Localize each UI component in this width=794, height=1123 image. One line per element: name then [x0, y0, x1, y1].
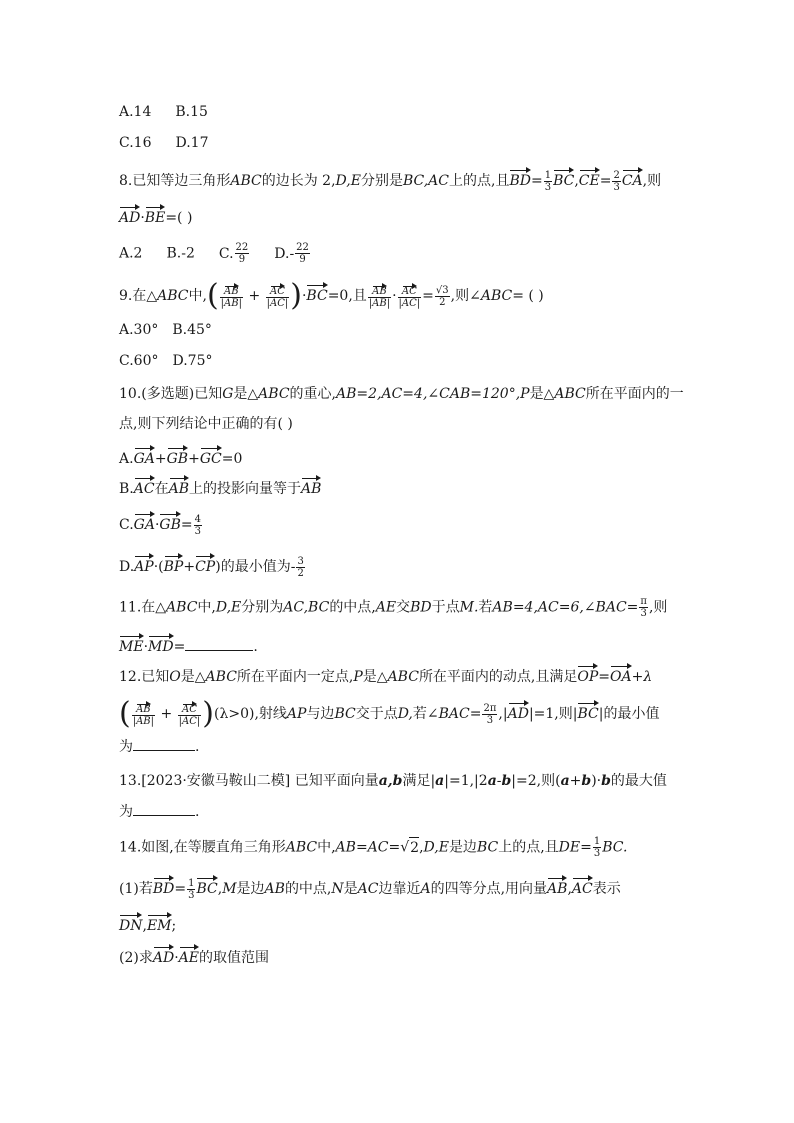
q12-ray-ap: AP	[286, 706, 307, 722]
q8-triangle: ABC	[230, 173, 262, 189]
vector-ad: AD	[119, 205, 140, 228]
q8-text: 的边长为 2,	[261, 173, 336, 189]
q8-option-d-label: D.-	[274, 245, 295, 262]
fraction	[295, 242, 310, 265]
vector-gb: GB	[159, 512, 180, 535]
q8-text: 8.已知等边三角形	[119, 173, 231, 189]
numerator: √3	[435, 284, 449, 296]
numerator: 1	[544, 169, 552, 181]
q12-text: |=1,则|	[528, 706, 578, 722]
q13-text: 的最大值	[610, 773, 667, 789]
q10-text: 所在平面内的一	[585, 386, 684, 402]
q12-stem-line3: 为 .	[119, 736, 199, 757]
q11-text: 于点	[431, 599, 460, 616]
q14-side-ab: AB	[264, 881, 285, 897]
q13-text: 为	[119, 804, 133, 820]
q8-options	[119, 242, 311, 265]
q7-options-row2	[119, 133, 208, 153]
numerator	[398, 284, 422, 298]
q13-text: 13.[2023·安徽马鞍山二模] 已知平面向量	[119, 773, 379, 789]
fraction	[612, 170, 620, 193]
vector-bc: BC	[306, 283, 327, 306]
q14-text: 是边	[448, 839, 477, 856]
q9-answer-bracket: = ( )	[512, 288, 544, 304]
q12-text: 所在平面内一定点,	[236, 669, 354, 685]
q11-segment-ae: AE	[375, 599, 397, 616]
vector-gc: GC	[200, 446, 222, 469]
vector-gb: GB	[167, 446, 188, 469]
fraction	[266, 284, 290, 309]
vector-dn: DN	[119, 913, 142, 936]
q14-text: 的四等分点,用向量	[430, 881, 548, 897]
fraction	[132, 702, 155, 727]
q7-option-d: D.17	[175, 135, 209, 151]
q12-text: 为	[119, 739, 133, 755]
numerator: 4	[194, 513, 202, 525]
vector-ga: GA	[134, 512, 155, 535]
q12-text: 12.已知	[119, 669, 170, 685]
fraction	[368, 284, 391, 309]
q8-text: ,则	[642, 173, 662, 189]
q14-text: 边靠近	[378, 881, 421, 897]
option-label: D.	[119, 559, 135, 575]
numerator: 1	[593, 836, 601, 847]
q14-text: 上的点,且	[498, 839, 559, 856]
vector-a: a	[487, 773, 497, 789]
vector-ac: AC	[401, 285, 417, 297]
numerator	[132, 702, 155, 716]
q8-option-b: B.-2	[166, 245, 195, 262]
vector-cp: CP	[195, 554, 215, 577]
q13-text: |=1,|2	[444, 773, 488, 789]
q9-angle: ABC	[480, 288, 513, 304]
q9-triangle: ABC	[157, 288, 189, 304]
q14-text: 中,	[317, 839, 336, 856]
q12-text: 若∠	[412, 706, 439, 722]
vector-b: b	[501, 773, 512, 789]
q10-triangle: ABC	[554, 386, 586, 402]
answer-blank[interactable]	[133, 736, 195, 751]
denominator: 2	[297, 567, 304, 579]
q11-conditions: AB=4,AC=6,∠BAC=	[492, 599, 639, 616]
q10-option-d: D.AP·(BP+CP)的最小值为- $\frac{3}{2}$	[119, 555, 304, 579]
q10-text: 的重心,	[289, 386, 336, 402]
vector-bd: BD	[509, 168, 531, 191]
vector-ae: AE	[179, 945, 199, 968]
q9-options-row1	[119, 320, 212, 340]
q10-triangle: ABC	[258, 386, 290, 402]
q14-side-bc: BC.	[602, 839, 628, 856]
option-label: A.	[119, 451, 134, 467]
q14-text: 是边	[236, 881, 265, 897]
q9-text: 9.在△	[119, 288, 158, 304]
q11-segment-bd: BD	[410, 599, 432, 616]
vector-md: MD	[148, 634, 174, 657]
fraction	[482, 703, 497, 726]
q7-option-a: A.14	[119, 104, 152, 120]
q8-answer-bracket: =( )	[165, 210, 193, 226]
q14-text: (1)若	[119, 881, 153, 897]
fraction	[220, 284, 243, 309]
vector-ab: AB	[136, 703, 151, 715]
q10-option-c: C.GA·GB= $\frac{4}{3}$	[119, 513, 202, 537]
numerator: 2	[613, 169, 620, 181]
q9-option-b: B.45°	[172, 322, 212, 338]
vector-ac: AC	[134, 476, 155, 499]
q9-option-a: A.30°	[119, 322, 159, 338]
q11-text: 若	[478, 599, 493, 616]
vector-ac: AC	[182, 703, 197, 715]
q13-text: )·	[591, 773, 602, 789]
denominator: |AB|	[368, 297, 391, 309]
q10-conditions: AB=2,AC=4,∠CAB=120°,P	[336, 386, 530, 402]
vector-ab: AB	[169, 476, 189, 499]
q12-text: |的最小值	[598, 706, 660, 722]
q12-text: ,|	[498, 706, 508, 722]
denominator: 3	[486, 714, 494, 726]
vector-ab: AB	[224, 285, 239, 297]
q14-text: 的中点,	[284, 881, 332, 897]
vector-be: BE	[145, 205, 166, 228]
q11-stem-line2: ME·MD= .	[119, 634, 258, 657]
fraction	[398, 284, 422, 309]
q12-angle: BAC	[438, 706, 470, 722]
q11-text: 交	[396, 599, 411, 616]
q10-point-g: G	[222, 386, 234, 402]
fraction	[593, 836, 601, 859]
q8-text: 分别是	[360, 173, 403, 189]
vector-bp: BP	[164, 554, 184, 577]
q14-text: 14.如图,在等腰直角三角形	[119, 839, 286, 856]
numerator	[266, 284, 290, 298]
denominator: 3	[194, 525, 202, 537]
q14-part2: (2)求AD·AE的取值范围	[119, 945, 269, 968]
left-paren: (	[119, 696, 131, 731]
q10-text: 的最小值为-	[220, 559, 296, 575]
q7-option-c: C.16	[119, 135, 152, 151]
vector-me: ME	[119, 634, 144, 657]
numerator	[220, 284, 243, 298]
plus-sign: +	[248, 288, 261, 304]
vector-bc: BC	[196, 876, 217, 899]
q9-stem: 9.在△ABC中,( $\frac{AB}{|AB|}$ + $\frac{AC}{|AC|}$ )·BC=0,且 $\frac{AB}{|AB|}$ · $\frac{AC}{|AC|}$ = $\frac{√3}{2}$ ,则∠ABC= ( )	[119, 278, 544, 313]
denominator: |AB|	[132, 715, 155, 727]
option-label: C.	[119, 517, 134, 533]
vector-em: EM	[147, 913, 172, 936]
q11-stem	[119, 596, 667, 619]
q10-stem	[119, 384, 684, 404]
fraction	[544, 170, 552, 193]
q13-stem-line2: 为 .	[119, 801, 199, 822]
vector-b: b	[581, 773, 592, 789]
answer-blank[interactable]	[133, 801, 195, 816]
q11-text: =	[173, 639, 186, 655]
q11-text: 中,	[197, 599, 216, 616]
q7-option-b: B.15	[175, 104, 208, 120]
q14-text: ,	[217, 881, 223, 897]
q12-text: 与边	[306, 706, 335, 722]
q10-text: 是△	[529, 386, 555, 402]
q10-option-b	[119, 476, 321, 499]
q14-part1: (1)若BD= $\frac{1}{3}$ BC,M是边AB的中点,N是AC边靠近A的四等分点,用向量AB,AC表示	[119, 877, 621, 901]
q12-lambda: λ	[643, 669, 653, 685]
q11-text: 的中点,	[329, 599, 376, 616]
q11-triangle: ABC	[166, 599, 198, 616]
q14-text: 是	[343, 881, 358, 897]
q14-text: 的取值范围	[198, 950, 269, 966]
vector-ga: GA	[134, 446, 155, 469]
q11-text: ,则	[648, 599, 668, 616]
q11-points: D,E	[215, 599, 242, 616]
q14-text: ,	[419, 839, 424, 856]
q10-text: 点,则下列结论中正确的有( )	[119, 416, 293, 432]
q12-text: 是△	[362, 669, 388, 685]
denominator: |AC|	[178, 715, 201, 727]
q14-side-bc: BC	[476, 839, 499, 856]
right-paren: )	[202, 696, 215, 731]
vector-bd: BD	[153, 876, 175, 899]
denominator: 3	[640, 608, 647, 619]
numerator	[178, 702, 202, 716]
numerator: π	[640, 596, 647, 607]
q10-stem-line2	[119, 414, 293, 434]
q12-text: 交于点	[355, 706, 398, 722]
q14-stem: 14.如图,在等腰直角三角形ABC中,AB=AC=√2,D,E是边BC上的点,且DE= $\frac{1}{3}$ BC.	[119, 836, 628, 859]
vector-ab: AB	[301, 476, 321, 499]
fraction	[435, 285, 450, 308]
q8-option-c	[218, 242, 250, 265]
q14-conditions: AB=AC=	[335, 839, 401, 856]
vector-ce: CE	[579, 168, 600, 191]
q12-text: 所在平面内的动点,且满足	[418, 669, 578, 685]
sqrt-value: 2	[409, 837, 419, 858]
vector-op: OP	[577, 664, 598, 687]
q14-text: ;	[171, 918, 177, 934]
denominator: 9	[299, 254, 306, 265]
q9-text: =0,且	[327, 288, 367, 304]
numerator	[368, 284, 391, 298]
q13-text: |=2,则(	[511, 773, 561, 789]
numerator: 2π	[483, 702, 497, 714]
q9-options-row2	[119, 351, 212, 371]
q8-segments: BC,AC	[402, 173, 449, 189]
q13-text: 满足|	[402, 773, 436, 789]
vector-bc: BC	[577, 701, 598, 724]
q8-stem-line2: AD·BE=( )	[119, 205, 192, 228]
q9-option-d: D.75°	[172, 353, 213, 369]
vector-b: b	[601, 773, 611, 789]
vector-ad: AD	[508, 701, 529, 724]
q9-text: ,则∠	[450, 288, 481, 304]
denominator: |AC|	[398, 297, 421, 309]
q12-side-bc: BC	[334, 706, 356, 722]
right-paren: )	[290, 278, 302, 313]
q8-option-d	[274, 242, 311, 265]
vector-a: a	[435, 773, 445, 789]
q12-triangle: ABC	[387, 669, 419, 685]
denominator: 3	[544, 181, 552, 193]
q12-stem-line2: ( $\frac{AB}{|AB|}$ + $\frac{AC}{|AC|}$ )(λ>0),射线AP与边BC交于点D,若∠BAC= $\frac{2\pi}{3}$ ,|AD|=1,则|BC|的最小值	[119, 696, 660, 731]
denominator: |AB|	[220, 297, 242, 309]
q14-side-ac: AC	[357, 881, 379, 897]
vector-ac: AC	[572, 876, 593, 899]
vector-bc: BC	[553, 168, 574, 191]
fraction	[194, 514, 202, 537]
q13-vectors: a,b	[378, 773, 403, 789]
q7-options-row1	[119, 102, 208, 122]
q12-point-p: P	[353, 669, 363, 685]
q13-stem	[119, 771, 667, 791]
fraction	[178, 702, 202, 727]
q14-part1-line2: DN,EM;	[119, 913, 176, 936]
q9-option-c: C.60°	[119, 353, 159, 369]
q14-text: (2)求	[119, 950, 153, 966]
denominator: 9	[238, 254, 246, 265]
q10-text: 上的投影向量等于	[188, 481, 301, 497]
q11-text: 分别为	[241, 599, 284, 616]
numerator: 22	[296, 242, 309, 253]
answer-blank[interactable]	[185, 636, 253, 651]
vector-oa: OA	[610, 664, 632, 687]
fraction	[187, 878, 195, 901]
vector-a: a	[560, 773, 570, 789]
q11-segments: AC,BC	[283, 599, 330, 616]
left-paren: (	[206, 278, 219, 313]
q12-stem: 12.已知O是△ABC所在平面内一定点,P是△ABC所在平面内的动点,且满足OP=OA+λ	[119, 664, 652, 687]
numerator: 1	[188, 877, 195, 889]
q8-stem: 8.已知等边三角形ABC的边长为 2,D,E分别是BC,AC上的点,且BD= $\frac{1}{3}$ BC,CE= $\frac{2}{3}$ CA,则	[119, 169, 662, 193]
q8-option-c-label: C.	[218, 245, 234, 262]
q12-point-o: O	[169, 669, 181, 685]
q10-option-a: A.GA+GB+GC=0	[119, 446, 242, 469]
q9-text: 中,	[188, 288, 207, 304]
q12-text: 是△	[180, 669, 206, 685]
vector-ac: AC	[270, 285, 285, 297]
q12-triangle: ABC	[205, 669, 237, 685]
option-label: B.	[119, 481, 134, 497]
q11-text: 11.在△	[119, 599, 167, 616]
fraction	[296, 556, 304, 579]
q11-point-m: M.	[459, 599, 479, 616]
numerator: 22	[235, 242, 249, 253]
q12-text: (λ>0),射线	[214, 706, 287, 722]
plus-sign: +	[569, 773, 582, 789]
q14-points: D,E	[423, 839, 449, 856]
q10-text: 10.(多选题)已知	[119, 386, 223, 402]
q14-segment-de: DE=	[558, 839, 592, 856]
denominator: |AC|	[266, 297, 289, 309]
fraction	[235, 242, 250, 265]
q14-text: 表示	[592, 881, 621, 897]
q8-text: 上的点,且	[449, 173, 510, 189]
vector-ad: AD	[153, 945, 174, 968]
q8-option-a: A.2	[119, 245, 143, 262]
denominator: 3	[613, 181, 620, 193]
q10-text: 在	[154, 481, 169, 497]
numerator: 3	[297, 555, 304, 567]
denominator: 3	[593, 848, 601, 859]
denominator: 3	[188, 889, 195, 901]
denominator: 2	[439, 296, 446, 308]
vector-ab: AB	[372, 285, 387, 297]
q12-text: =	[469, 706, 482, 722]
q10-text: =0	[221, 451, 243, 467]
q14-triangle: ABC	[285, 839, 318, 856]
q10-text: 是△	[233, 386, 259, 402]
vector-ab: AB	[547, 876, 567, 899]
q14-point-m: M	[222, 881, 237, 897]
fraction	[639, 596, 648, 619]
q14-point-n: N	[331, 881, 344, 897]
minus-sign: -	[496, 773, 502, 789]
q14-point-a: A	[420, 881, 431, 897]
q12-point-d: D,	[397, 706, 413, 722]
vector-ap: AP	[134, 554, 154, 577]
q8-points: D,E	[335, 173, 361, 189]
vector-ca: CA	[622, 168, 643, 191]
